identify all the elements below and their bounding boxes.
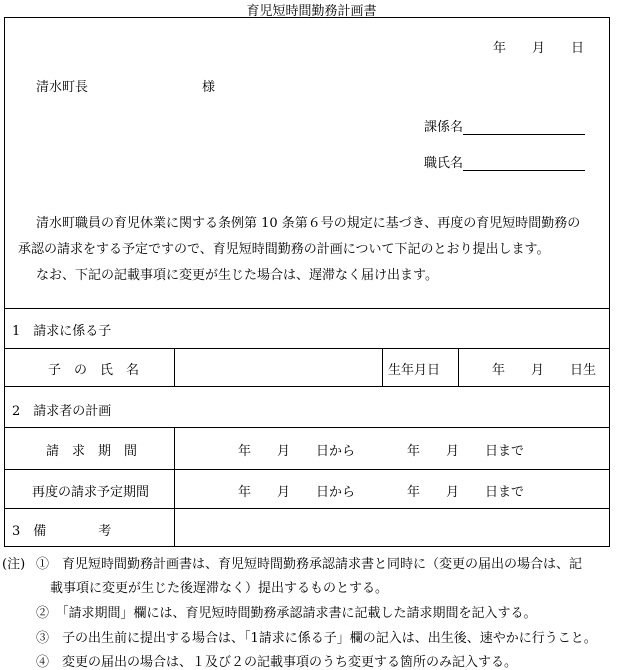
name-label: 職氏名 xyxy=(424,156,464,171)
rule-5 xyxy=(4,469,610,470)
child-name-label: 子 の 氏 名 xyxy=(48,363,140,378)
name-blank[interactable] xyxy=(463,158,585,171)
birth-label: 生年月日 xyxy=(388,363,441,378)
request-period-value[interactable]: 年 月 日から 年 月 日まで xyxy=(238,444,525,459)
child-name-input[interactable] xyxy=(176,349,380,384)
dept-label: 課係名 xyxy=(424,120,464,135)
note-1a: ① 育児短時間勤務計画書は、育児短時間勤務承認請求書と同時に（変更の届出の場合は、記 xyxy=(36,557,583,572)
addressee-honorific: 様 xyxy=(202,80,216,95)
name-field[interactable] xyxy=(424,152,585,171)
notes-prefix: (注) xyxy=(2,557,26,572)
rule-4 xyxy=(4,427,610,428)
note-4: ④ 変更の届出の場合は、１及び２の記載事項のうち変更する箇所のみ記入する。 xyxy=(36,655,518,670)
dept-blank[interactable] xyxy=(463,122,585,135)
note-1b: 載事項に変更が生じた後遅滞なく）提出するものとする。 xyxy=(50,581,389,596)
addressee-name: 清水町長 xyxy=(36,80,89,95)
rule-3 xyxy=(4,386,610,387)
note-2: ② 「請求期間」欄には、育児短時間勤務承認請求書に記載した請求期間を記入する。 xyxy=(36,606,537,621)
page-title: 育児短時間勤務計画書 xyxy=(246,4,377,19)
vrule-plan xyxy=(174,427,175,547)
dept-field[interactable] xyxy=(424,116,585,135)
body-line-1: 清水町職員の育児休業に関する条例第 10 条第６号の規定に基づき、再度の育児短時間勤務の xyxy=(36,216,581,231)
section2-heading: 2 請求者の計画 xyxy=(12,404,112,419)
vrule-child-b xyxy=(382,348,383,386)
note-3: ③ 子の出生前に提出する場合は、「1請求に係る子」欄の記入は、出生後、速やかに行うこと。 xyxy=(36,631,597,646)
re-request-period-label: 再度の請求予定期間 xyxy=(32,485,150,500)
vrule-child-c xyxy=(458,348,459,386)
remarks-input[interactable] xyxy=(176,509,608,546)
remarks-heading: 3 備 考 xyxy=(12,524,112,539)
body-line-3: なお、下記の記載事項に変更が生じた場合は、遅滞なく届け出ます。 xyxy=(36,268,438,283)
vrule-child-a xyxy=(174,348,175,386)
section1-heading: 1 請求に係る子 xyxy=(12,324,112,339)
request-period-label: 請 求 期 間 xyxy=(46,444,138,459)
date-line: 年 月 日 xyxy=(493,41,585,56)
re-request-period-value[interactable]: 年 月 日から 年 月 日まで xyxy=(238,485,525,500)
body-line-2: 承認の請求をする予定ですので、育児短時間勤務の計画について下記のとおり提出します。 xyxy=(18,242,550,257)
birth-value[interactable]: 年 月 日生 xyxy=(492,363,597,378)
rule-1 xyxy=(4,308,610,309)
